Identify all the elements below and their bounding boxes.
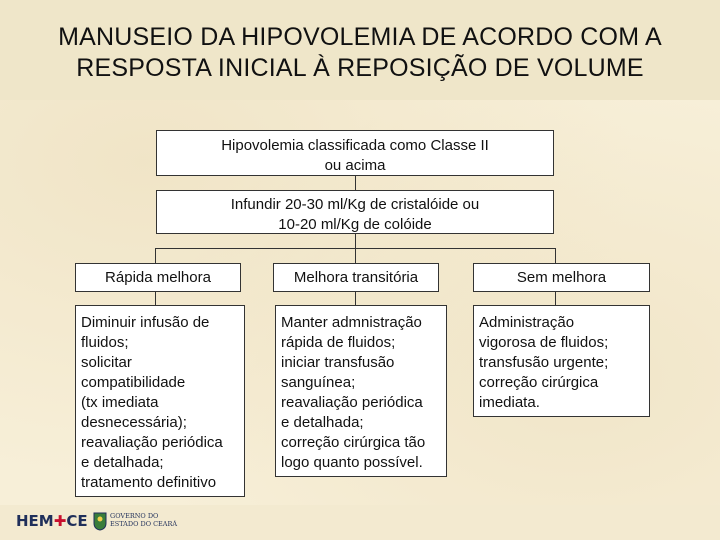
box-transient-detail <box>275 305 447 477</box>
footer-band <box>0 505 720 540</box>
slide-title <box>0 22 720 84</box>
detail-line: correção cirúrgica tão <box>281 434 426 451</box>
detail-line: iniciar transfusão <box>281 354 395 371</box>
title-line-2: RESPOSTA INICIAL À REPOSIÇÃO DE VOLUME <box>76 54 644 82</box>
box-no-improvement <box>473 263 650 292</box>
detail-line: Administração <box>479 314 575 331</box>
detail-line: desnecessária); <box>81 414 187 431</box>
hemoce-logo <box>16 512 88 530</box>
detail-line: reavaliação periódica <box>281 394 423 411</box>
government-logo-text <box>110 512 177 528</box>
connector-top-infuse <box>355 176 356 190</box>
detail-line: Manter admnistração <box>281 314 422 331</box>
connector-mid-down <box>355 248 356 263</box>
title-line-1: MANUSEIO DA HIPOVOLEMIA DE ACORDO COM A <box>58 23 662 51</box>
detail-line: correção cirúrgica <box>479 374 599 391</box>
connector-right-down <box>555 248 556 263</box>
box-hypovolemia-line-1: Hipovolemia classificada como Classe II <box>221 137 489 154</box>
connector-left-down <box>155 248 156 263</box>
hemoce-logo-right: CE <box>66 512 88 530</box>
gov-line-2: ESTADO DO CEARÁ <box>110 520 178 528</box>
detail-line: rápida de fluidos; <box>281 334 396 351</box>
detail-line: fluidos; <box>81 334 129 351</box>
box-rapid-detail <box>75 305 245 497</box>
box-hypovolemia-class <box>156 130 554 176</box>
detail-line: compatibilidade <box>81 374 186 391</box>
label-rapid-improvement: Rápida melhora <box>105 269 211 286</box>
detail-line: reavaliação periódica <box>81 434 223 451</box>
box-hypovolemia-line-2: ou acima <box>324 157 386 174</box>
box-transient-improvement <box>273 263 439 292</box>
detail-line: vigorosa de fluidos; <box>479 334 609 351</box>
connector-left-detail <box>155 292 156 305</box>
box-no-improvement-detail <box>473 305 650 417</box>
detail-line: sanguínea; <box>281 374 356 391</box>
detail-line: tratamento definitivo <box>81 474 217 491</box>
connector-infuse-down <box>355 234 356 248</box>
box-rapid-improvement <box>75 263 241 292</box>
label-no-improvement: Sem melhora <box>516 269 607 286</box>
detail-line: transfusão urgente; <box>479 354 609 371</box>
detail-line: imediata. <box>479 394 540 411</box>
drop-icon: ✚ <box>53 512 67 530</box>
box-infuse-line-1: Infundir 20-30 ml/Kg de cristalóide ou <box>230 196 480 213</box>
detail-line: e detalhada; <box>281 414 364 431</box>
gov-line-1: GOVERNO DO <box>110 512 159 520</box>
detail-line: (tx imediata <box>81 394 159 411</box>
hemoce-logo-left: HEM <box>16 512 54 530</box>
connector-mid-detail <box>355 292 356 305</box>
state-seal-icon <box>93 511 107 531</box>
detail-line: e detalhada; <box>81 454 164 471</box>
detail-line: solicitar <box>81 354 132 371</box>
box-infuse-line-2: 10-20 ml/Kg de colóide <box>278 216 432 233</box>
label-transient-improvement: Melhora transitória <box>293 269 419 286</box>
detail-line: logo quanto possível. <box>281 454 423 471</box>
connector-right-detail <box>555 292 556 305</box>
box-infuse <box>156 190 554 234</box>
detail-line: Diminuir infusão de <box>81 314 210 331</box>
